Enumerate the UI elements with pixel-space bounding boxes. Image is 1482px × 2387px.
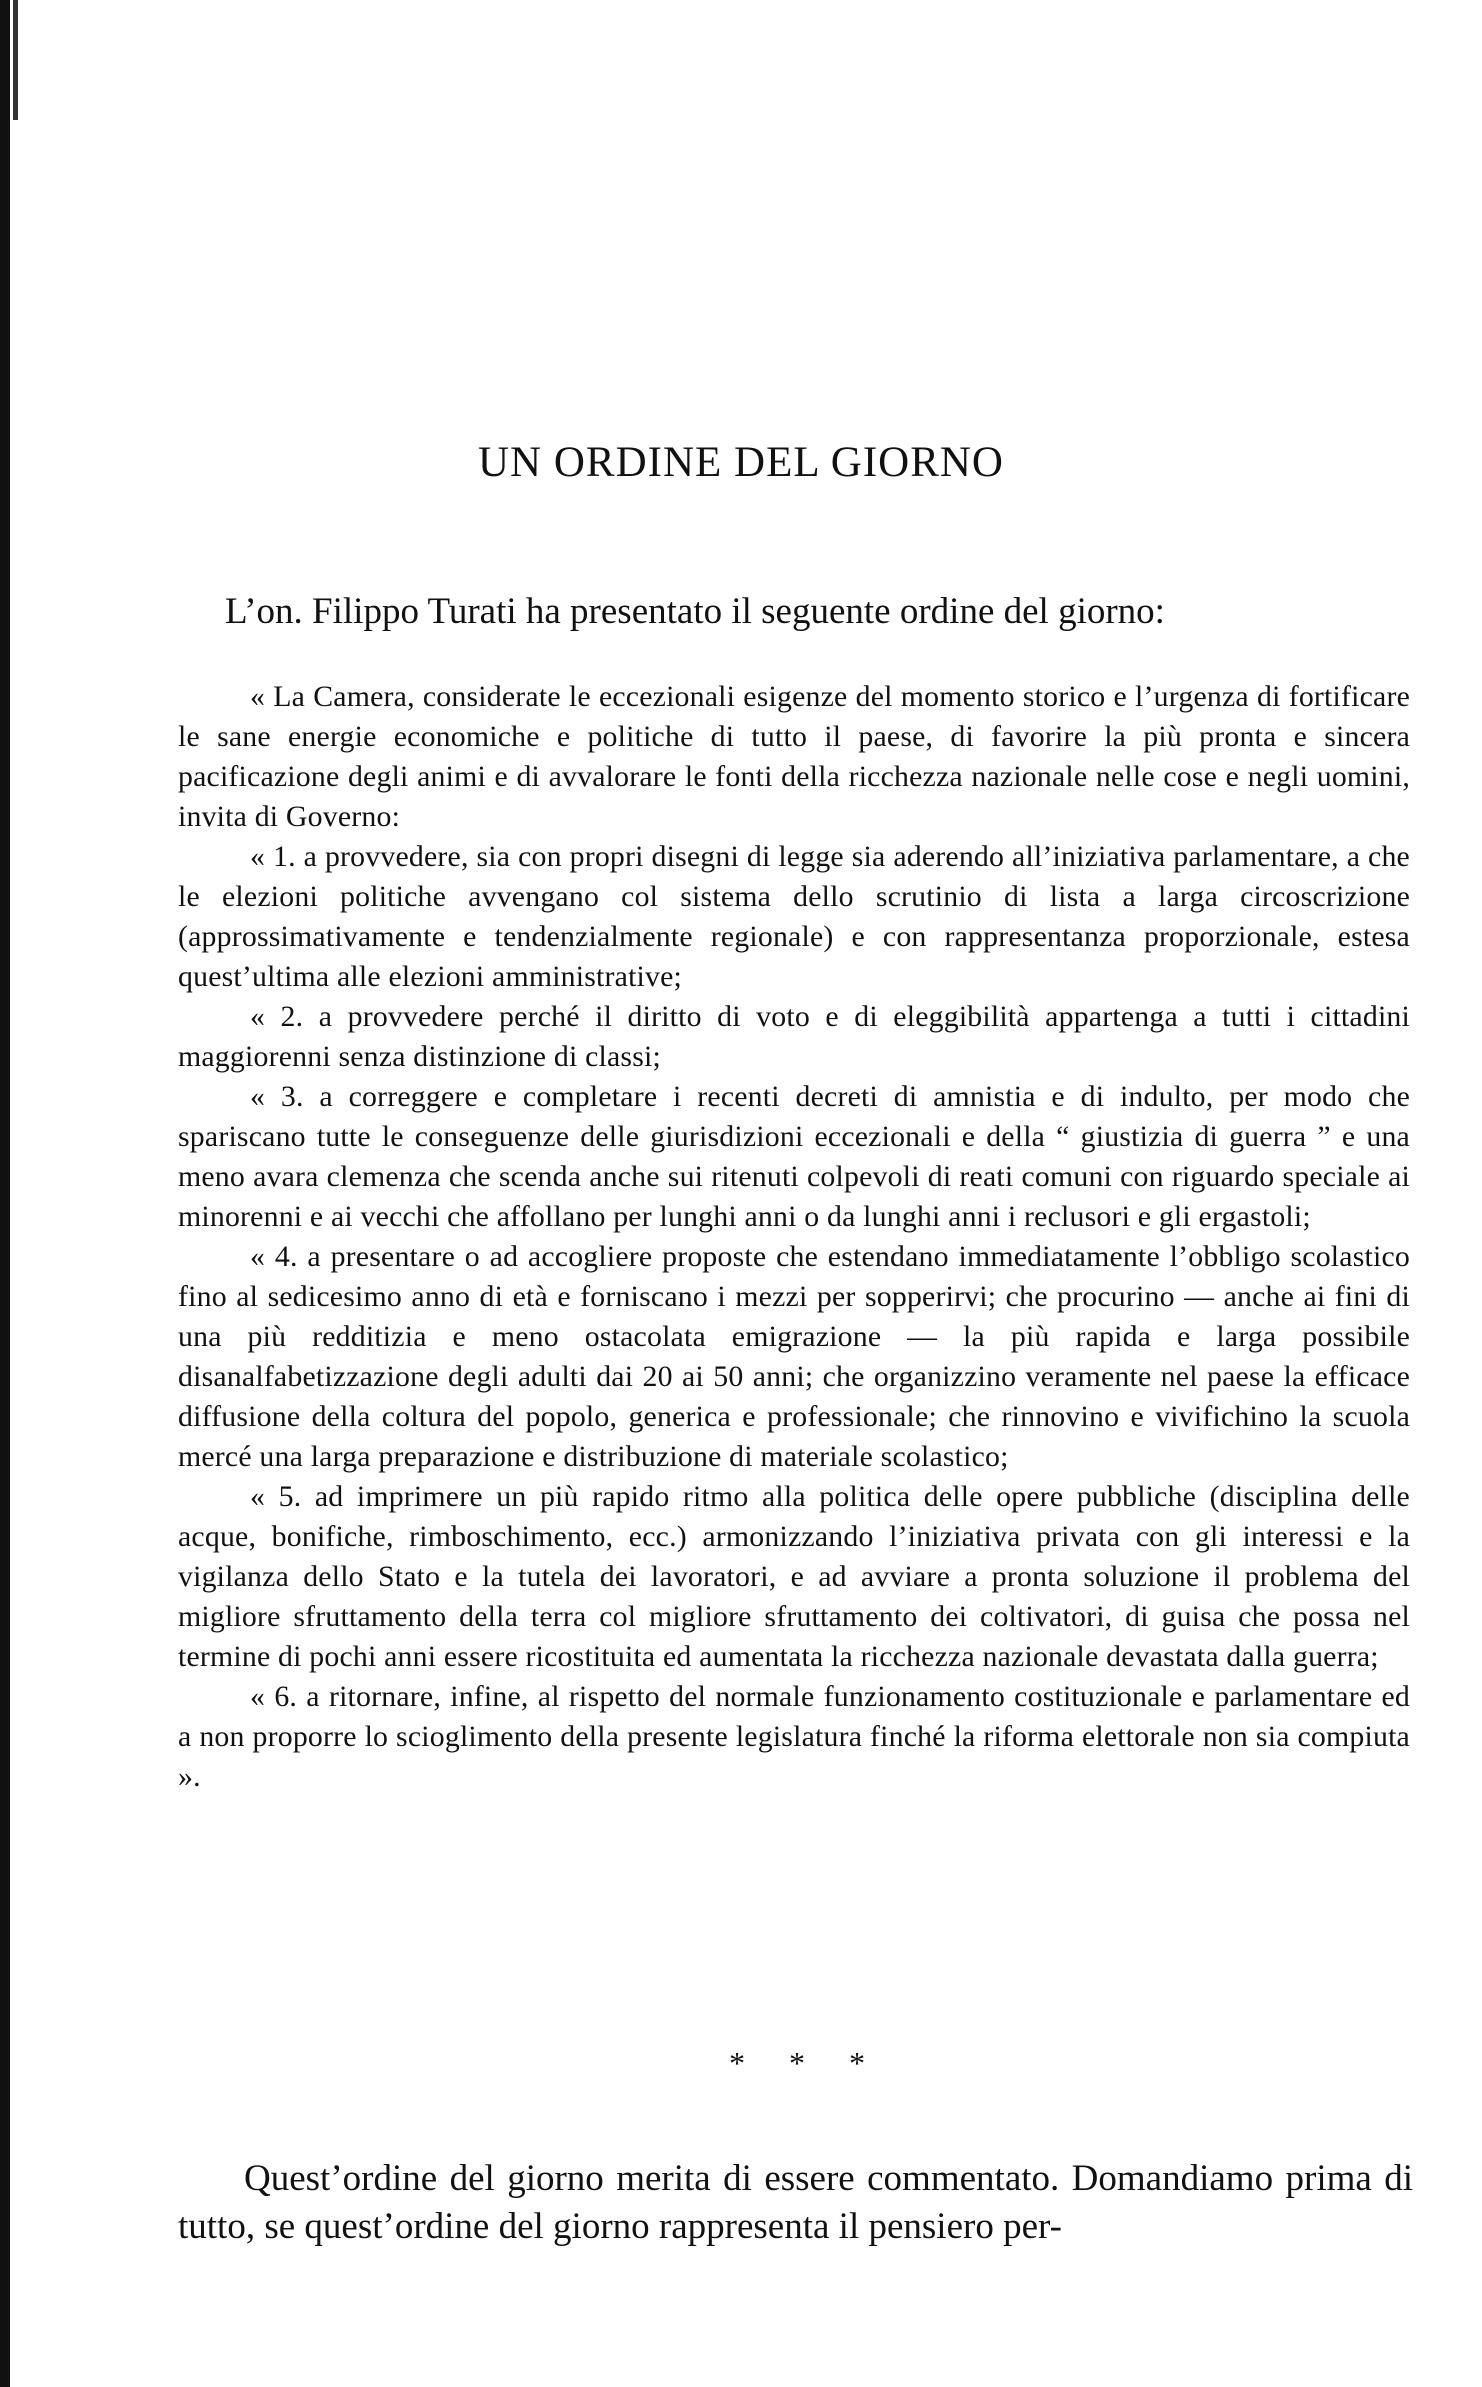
quote-point-5: « 5. ad imprimere un più rapido ritmo alla politica delle opere pubbliche (disciplina delle acque, bonifiche, rimboschimento, ecc.) armonizzando l’iniziativa privata con gli interessi e la vigilanza dello Stato e la tutela dei lavoratori, e ad avviare a pronta soluzione il problema del migliore sfruttamento della terra col migliore sfruttamento dei coltivatori, di guisa che possa nel termine di pochi anni essere ricostituita ed aumentata la ricchezza nazionale devastata dalla guerra; xyxy=(178,1480,1410,1673)
section-separator: * * * xyxy=(729,2045,883,2081)
order-of-the-day-text xyxy=(178,677,1410,1797)
quote-point-1: « 1. a provvedere, sia con propri disegni di legge sia aderendo all’iniziativa parlamentare, a che le elezioni politiche avvengano col sistema dello scrutinio di lista a larga circoscrizione (approssimativamente e tendenzialmente regionale) e con rappresentanza proporzionale, estesa quest’ultima alle elezioni amministrative; xyxy=(178,840,1410,993)
quote-preamble: « La Camera, considerate le eccezionali esigenze del momento storico e l’urgenza di fortificare le sane energie economiche e politiche di tutto il paese, di favorire la più pronta e sincera pacificazione degli animi e di avvalorare le fonti della ricchezza nazionale nelle cose e negli uomini, invita di Governo: xyxy=(178,680,1410,833)
page-scan-edge-mark xyxy=(13,0,18,120)
quote-point-2: « 2. a provvedere perché il diritto di voto e di eleggibilità appartenga a tutti i cittadini maggiorenni senza distinzione di classi; xyxy=(178,1000,1410,1073)
page-scan-edge xyxy=(0,0,10,2387)
quote-point-4: « 4. a presentare o ad accogliere proposte che estendano immediatamente l’obbligo scolastico fino al sedicesimo anno di età e forniscano i mezzi per sopperirvi; che procurino — anche ai fini di una più redditizia e meno ostacolata emigrazione — la più rapida e larga possibile disanalfabetizzazione degli adulti dai 20 ai 50 anni; che organizzino veramente nel paese la efficace diffusione della coltura del popolo, generica e professionale; che rinnovino e vivifichino la scuola mercé una larga preparazione e distribuzione di materiale scolastico; xyxy=(178,1240,1410,1473)
intro-line: L’on. Filippo Turati ha presentato il seguente ordine del giorno: xyxy=(225,591,1165,632)
page-title: UN ORDINE DEL GIORNO xyxy=(478,439,1004,486)
quote-point-6: « 6. a ritornare, infine, al rispetto del normale funzionamento costituzionale e parlamentare ed a non proporre lo scioglimento della presente legislatura finché la riforma elettorale non sia compiuta ». xyxy=(178,1680,1410,1793)
commentary-paragraph: Quest’ordine del giorno merita di essere commentato. Domandiamo prima di tutto, se quest’ordine del giorno rappresenta il pensiero per- xyxy=(178,2158,1413,2247)
quote-point-3: « 3. a correggere e completare i recenti decreti di amnistia e di indulto, per modo che spariscano tutte le conseguenze delle giurisdizioni eccezionali e della “ giustizia di guerra ” e una meno avara clemenza che scenda anche sui ritenuti colpevoli di reati comuni con riguardo speciale ai minorenni e ai vecchi che affollano per lunghi anni o da lunghi anni i reclusori e gli ergastoli; xyxy=(178,1080,1410,1233)
